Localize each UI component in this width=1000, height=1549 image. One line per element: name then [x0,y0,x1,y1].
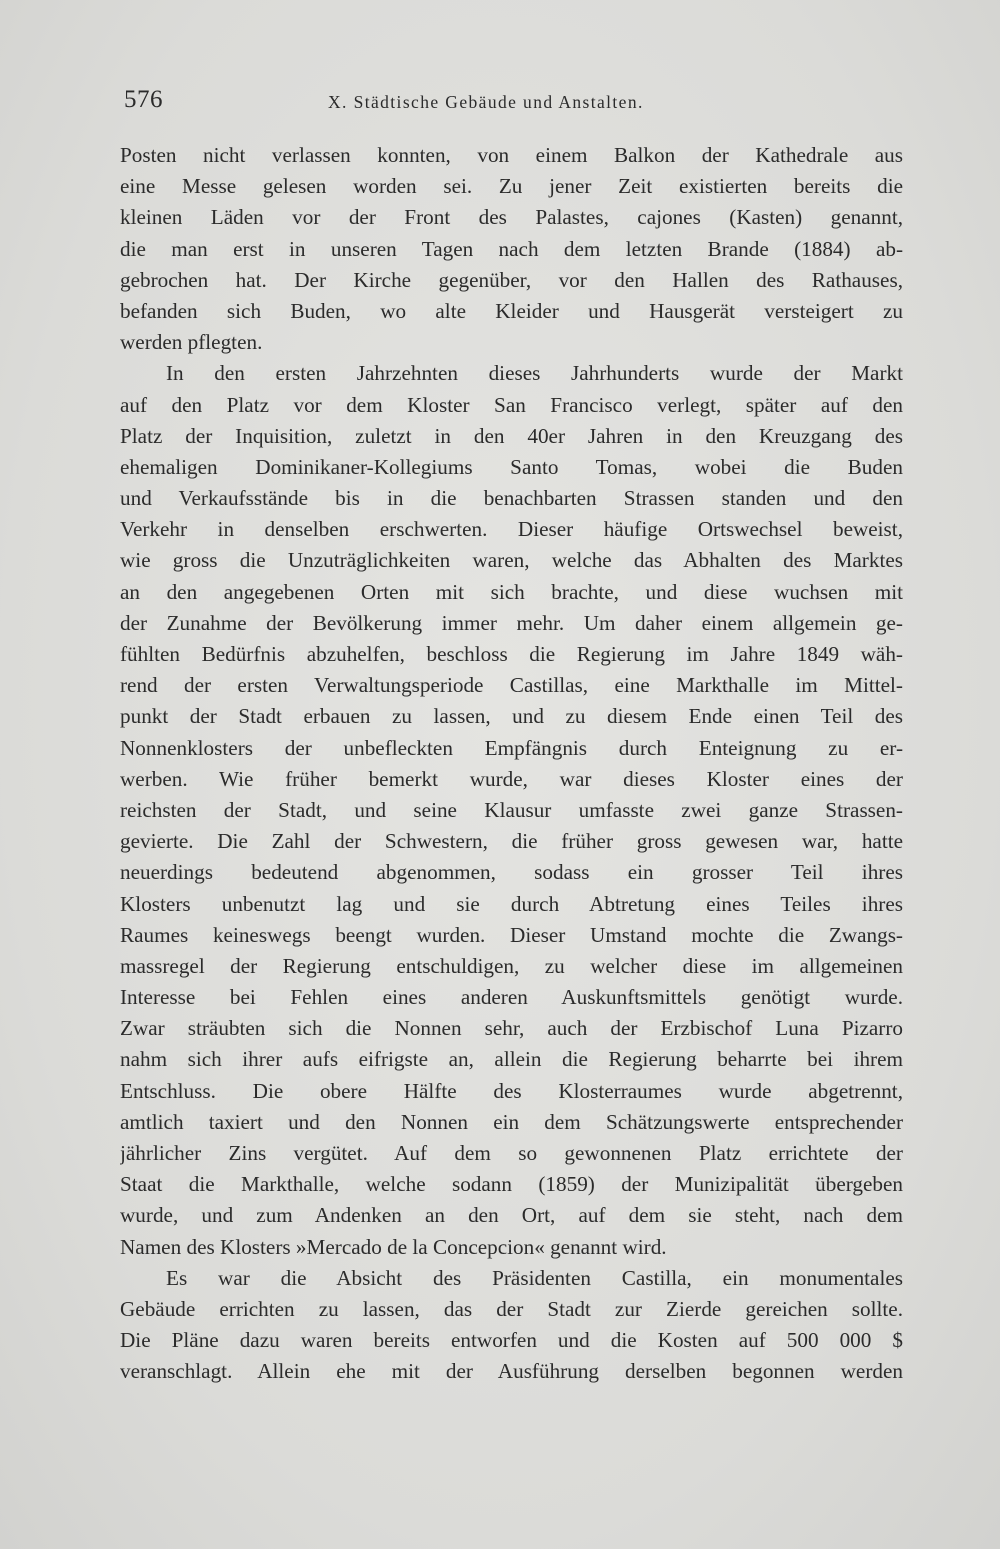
text-line: Platz der Inquisition, zuletzt in den 40er Jahren in den Kreuzgang des [120,423,903,448]
text-line: Raumes keineswegs beengt wurden. Dieser Umstand mochte die Zwangs- [120,922,903,947]
text-line: und Verkaufsstände bis in die benachbarten Strassen standen und den [120,486,903,511]
text-line: jährlicher Zins vergütet. Auf dem so gewonnenen Platz errichtete der [120,1141,903,1165]
text-line: Staat die Markthalle, welche sodann (1859) der Munizipalität übergeben [120,1172,903,1197]
text-line: In den ersten Jahrzehnten dieses Jahrhunderts wurde der Markt [166,361,903,386]
text-line: massregel der Regierung entschuldigen, zu welcher diese im allgemeinen [120,953,903,978]
text-line: gebrochen hat. Der Kirche gegenüber, vor den Hallen des Rathauses, [120,267,903,292]
text-line: Verkehr in denselben erschwerten. Dieser häufige Ortswechsel beweist, [120,517,903,542]
text-line: Nonnenklosters der unbefleckten Empfängnis durch Enteignung zu er- [120,735,903,760]
text-line: ehemaligen Dominikaner-Kollegiums Santo Tomas, wobei die Buden [120,454,903,479]
text-line: wie gross die Unzuträglichkeiten waren, welche das Abhalten des Marktes [120,548,903,573]
text-line: Namen des Klosters »Mercado de la Concepcion« genannt wird. [120,1234,667,1259]
body-text [120,140,903,1388]
text-line: Posten nicht verlassen konnten, von einem Balkon der Kathedrale aus [120,143,903,167]
text-line: Die Pläne dazu waren bereits entworfen und die Kosten auf 500 000 $ [120,1328,903,1353]
paragraph [120,140,903,358]
text-line: wurde, und zum Andenken an den Ort, auf dem sie steht, nach dem [120,1203,903,1228]
text-line: werden pflegten. [120,330,263,355]
text-line: rend der ersten Verwaltungsperiode Castillas, eine Markthalle im Mittel- [120,673,903,698]
text-line: die man erst in unseren Tagen nach dem letzten Brande (1884) ab- [120,236,903,261]
text-line: Entschluss. Die obere Hälfte des Klosterraumes wurde abgetrennt, [120,1078,903,1103]
text-line: eine Messe gelesen worden sei. Zu jener Zeit existierten bereits die [120,174,903,199]
text-line: nahm sich ihrer aufs eifrigste an, allein die Regierung beharrte bei ihrem [120,1047,903,1072]
text-line: fühlten Bedürfnis abzuhelfen, beschloss die Regierung im Jahre 1849 wäh- [120,642,903,666]
text-line: neuerdings bedeutend abgenommen, sodass ein grosser Teil ihres [120,860,903,885]
paragraph [120,1263,903,1388]
text-line: amtlich taxiert und den Nonnen ein dem Schätzungswerte entsprechender [120,1109,903,1134]
text-line: der Zunahme der Bevölkerung immer mehr. Um daher einem allgemein ge- [120,610,903,635]
text-line: veranschlagt. Allein ehe mit der Ausführung derselben begonnen werden [120,1359,903,1384]
text-line: Gebäude errichten zu lassen, das der Stadt zur Zierde gereichen sollte. [120,1296,903,1321]
text-line: kleinen Läden vor der Front des Palastes, cajones (Kasten) genannt, [120,205,903,230]
text-line: punkt der Stadt erbauen zu lassen, und zu diesem Ende einen Teil des [120,704,903,729]
text-line: auf den Platz vor dem Kloster San Francisco verlegt, später auf den [120,392,903,417]
page-number: 576 [124,86,163,113]
text-line: befanden sich Buden, wo alte Kleider und Hausgerät versteigert zu [120,298,903,323]
text-line: Zwar sträubten sich die Nonnen sehr, auch der Erzbischof Luna Pizarro [120,1016,903,1041]
text-line: werben. Wie früher bemerkt wurde, war dieses Kloster eines der [120,766,903,791]
running-title: X. Städtische Gebäude und Anstalten. [328,92,644,112]
text-line: gevierte. Die Zahl der Schwestern, die früher gross gewesen war, hatte [120,829,903,854]
text-line: Klosters unbenutzt lag und sie durch Abtretung eines Teiles ihres [120,891,903,916]
text-line: Interesse bei Fehlen eines anderen Auskunftsmittels genötigt wurde. [120,985,903,1010]
text-line: reichsten der Stadt, und seine Klausur umfasste zwei ganze Strassen- [120,797,903,822]
paragraph [120,358,903,1262]
page-header [120,86,900,120]
text-line: Es war die Absicht des Präsidenten Castilla, ein monumentales [166,1265,903,1290]
text-line: an den angegebenen Orten mit sich brachte, und diese wuchsen mit [120,579,903,604]
